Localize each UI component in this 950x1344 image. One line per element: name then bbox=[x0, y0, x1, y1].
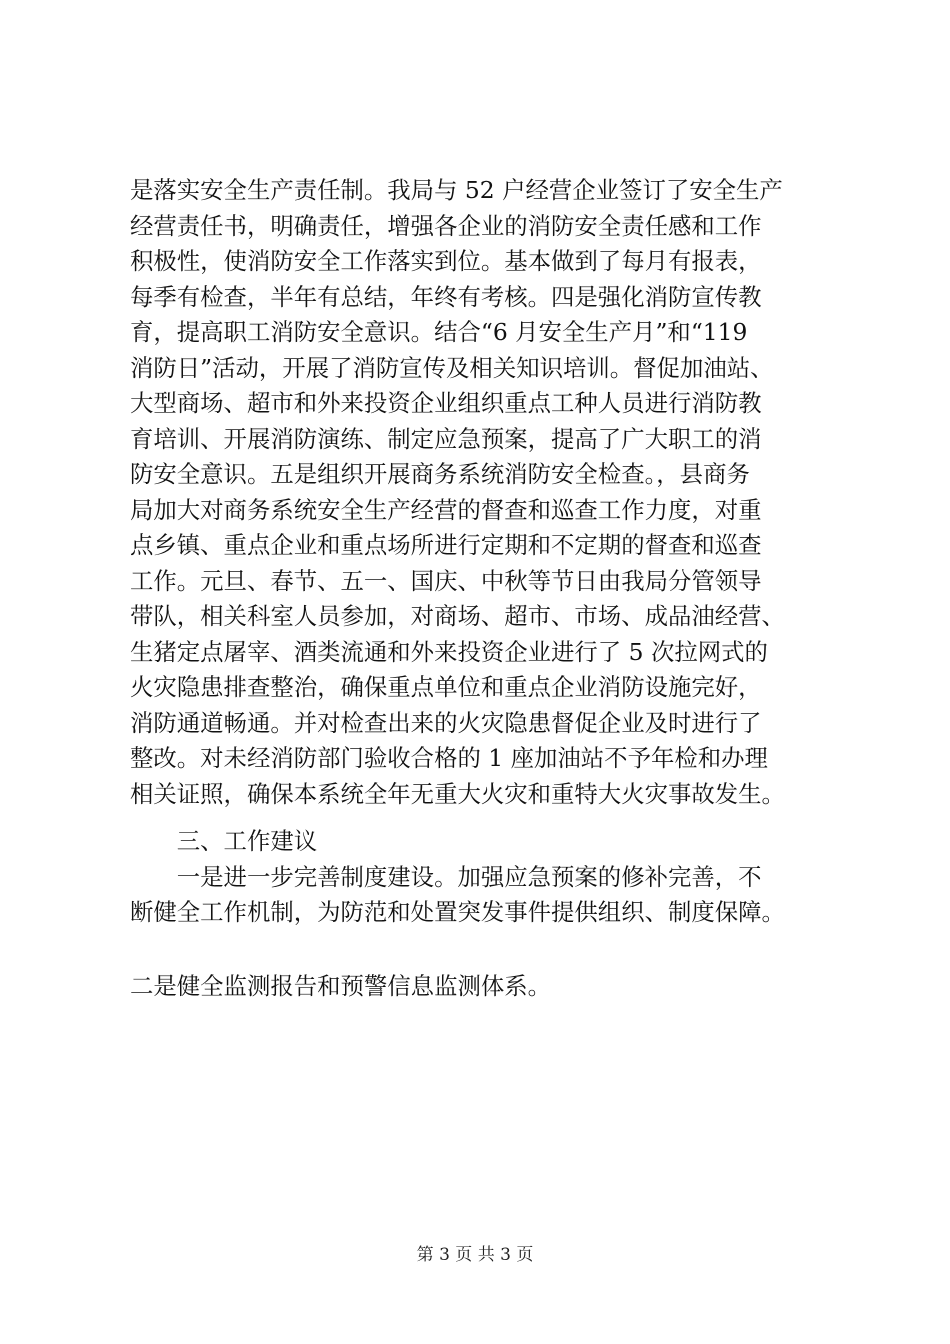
text-line: 带队，相关科室人员参加，对商场、超市、市场、成品油经营、 bbox=[130, 602, 785, 630]
page-footer: 第 3 页 共 3 页 bbox=[416, 1245, 534, 1265]
spacer bbox=[130, 931, 850, 969]
spacer bbox=[130, 812, 850, 824]
document-body bbox=[130, 173, 850, 1004]
paragraph-2 bbox=[130, 860, 850, 931]
text-line: 一是进一步完善制度建设。加强应急预案的修补完善，不 bbox=[130, 862, 762, 891]
text-line: 消防日”活动，开展了消防宣传及相关知识培训。督促加油站、 bbox=[130, 353, 774, 382]
section-heading: 三、工作建议 bbox=[130, 827, 318, 855]
text-line: 断健全工作机制，为防范和处置突发事件提供组织、制度保障。 bbox=[130, 898, 785, 926]
text-line: 点乡镇、重点企业和重点场所进行定期和不定期的督查和巡查 bbox=[130, 531, 762, 559]
text-line: 相关证照，确保本系统全年无重大火灾和重特大火灾事故发生。 bbox=[130, 779, 785, 808]
text-line: 整改。对未经消防部门验收合格的 1 座加油站不予年检和办理 bbox=[130, 744, 768, 772]
text-line: 工作。元旦、春节、五一、国庆、中秋等节日由我局分管领导 bbox=[130, 566, 762, 595]
text-line: 火灾隐患排查整治，确保重点单位和重点企业消防设施完好， bbox=[130, 673, 762, 701]
text-line: 积极性，使消防安全工作落实到位。基本做到了每月有报表， bbox=[130, 247, 762, 275]
text-line: 经营责任书，明确责任，增强各企业的消防安全责任感和工作 bbox=[130, 211, 762, 240]
text-line: 育培训、开展消防演练、制定应急预案，提高了广大职工的消 bbox=[130, 424, 762, 453]
paragraph-3: 二是健全监测报告和预警信息监测体系。 bbox=[130, 971, 552, 1000]
text-line: 消防通道畅通。并对检查出来的火灾隐患督促企业及时进行了 bbox=[130, 708, 762, 737]
text-line: 局加大对商务系统安全生产经营的督查和巡查工作力度，对重 bbox=[130, 495, 762, 524]
text-line: 大型商场、超市和外来投资企业组织重点工种人员进行消防教 bbox=[130, 389, 762, 417]
text-line: 每季有检查，半年有总结，年终有考核。四是强化消防宣传教 bbox=[130, 282, 762, 311]
paragraph-1 bbox=[130, 173, 850, 812]
text-line: 是落实安全生产责任制。我局与 52 户经营企业签订了安全生产 bbox=[130, 176, 783, 204]
text-line: 生猪定点屠宰、酒类流通和外来投资企业进行了 5 次拉网式的 bbox=[130, 637, 768, 666]
text-line: 育，提高职工消防安全意识。结合“6 月安全生产月”和“119 bbox=[130, 318, 748, 346]
text-line: 防安全意识。五是组织开展商务系统消防安全检查。，县商务 bbox=[130, 460, 750, 488]
